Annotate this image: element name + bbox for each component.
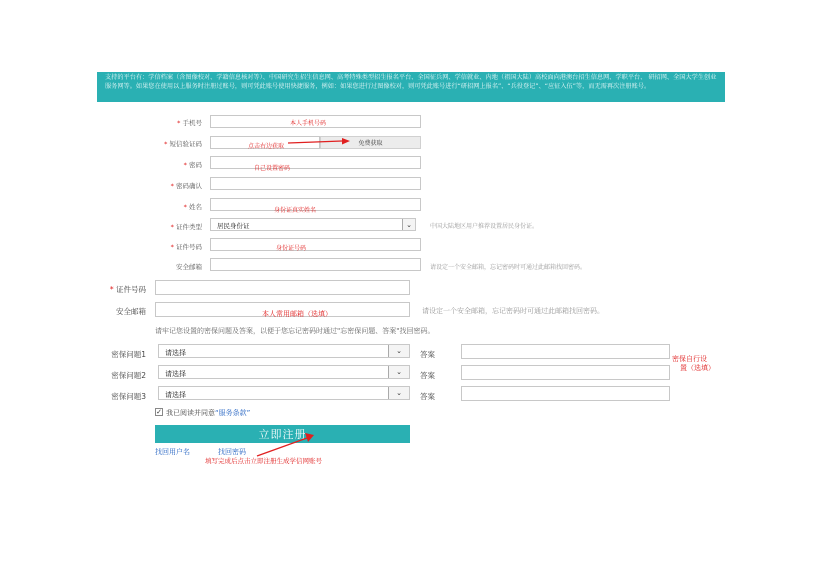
find-username-link[interactable]: 找回用户名 (155, 448, 190, 456)
security-annotation-line1: 密保自行设 (672, 355, 707, 363)
question-1-label: 密保问题1 (111, 350, 146, 359)
agree-text: 我已阅读并同意“服务条款” (166, 409, 251, 417)
id-type-value: 居民身份证 (217, 222, 250, 230)
red-arrow-icon (288, 138, 350, 146)
banner-text: 支持的平台有：学信档案（含图像校对、学籍信息核对等）、中国研究生招生信息网、高考特殊类型招生报名平台、全国征兵网、学信就业、内地（祖国大陆）高校面向港澳台招生信息网、学职平台、 研招网、全国大学生创业服务网等。如果您在使用以上服务时注册过账号，则可凭此账号使用快捷服务，例如：如果您进行过图像校对，则可凭此账号进行“研招网上报名”、“兵役登记”、“应征入伍”等，而无需再次注册账号。 (105, 74, 717, 90)
chevron-down-icon: ⌄ (402, 219, 415, 230)
question-1-select[interactable] (158, 344, 410, 358)
id-number-label-large: * 证件号码 (109, 285, 146, 294)
question-1-value: 请选择 (165, 349, 186, 357)
question-3-value: 请选择 (165, 391, 186, 399)
email-label: 安全邮箱 (176, 263, 202, 271)
chevron-down-icon: ⌄ (388, 366, 409, 378)
answer-1-label: 答案 (420, 350, 435, 359)
password-confirm-input[interactable] (210, 177, 421, 190)
question-2-value: 请选择 (165, 370, 186, 378)
email-input[interactable] (210, 258, 421, 271)
answer-2-label: 答案 (420, 371, 435, 380)
answer-2-input[interactable] (461, 365, 670, 380)
id-number-annotation: 身份证号码 (276, 245, 307, 252)
checkbox-checked-icon[interactable]: ✓ (156, 407, 162, 416)
id-type-select[interactable] (210, 218, 416, 231)
bottom-annotation: 填写完成后点击立即注册生成学信网账号 (205, 457, 322, 465)
id-number-input-large[interactable] (155, 280, 410, 295)
phone-annotation: 本人手机号码 (290, 120, 327, 127)
chevron-down-icon: ⌄ (388, 345, 409, 357)
question-3-label: 密保问题3 (111, 392, 146, 401)
sms-code-annotation: 点击右边获取 (248, 143, 285, 150)
email-label-large: 安全邮箱 (116, 307, 146, 316)
chevron-down-icon: ⌄ (388, 387, 409, 399)
id-number-label: * 证件号码 (170, 243, 202, 251)
password-confirm-label: * 密码确认 (170, 182, 202, 190)
email-hint-large: 请设定一个安全邮箱，忘记密码时可通过此邮箱找回密码。 (422, 307, 604, 315)
password-label: * 密码 (183, 161, 202, 169)
register-button[interactable]: 立即注册 (155, 425, 410, 443)
question-2-label: 密保问题2 (111, 371, 146, 380)
terms-link[interactable]: “服务条款” (215, 409, 251, 417)
question-3-select[interactable] (158, 386, 410, 400)
info-banner (97, 72, 725, 102)
id-type-label: * 证件类型 (170, 223, 202, 231)
red-arrow-icon (255, 432, 315, 458)
id-number-input[interactable] (210, 238, 421, 251)
name-label: * 姓名 (183, 203, 202, 211)
find-password-link[interactable]: 找回密码 (218, 448, 246, 456)
answer-3-input[interactable] (461, 386, 670, 401)
get-code-button[interactable]: 免费获取 (320, 136, 421, 149)
question-2-select[interactable] (158, 365, 410, 379)
password-annotation: 自己设置密码 (254, 165, 291, 172)
answer-1-input[interactable] (461, 344, 670, 359)
password-input[interactable] (210, 156, 421, 169)
answer-3-label: 答案 (420, 392, 435, 401)
email-hint: 请设定一个安全邮箱，忘记密码时可通过此邮箱找回密码。 (430, 264, 587, 271)
security-note: 请牢记您设置的密保问题及答案，以便于您忘记密码时通过"忘密保问题、答案"找回密码。 (155, 327, 435, 335)
email-annotation: 本人常用邮箱（选填） (262, 310, 332, 318)
security-annotation-line2: 置（选填） (680, 364, 715, 372)
name-annotation: 身份证真实姓名 (274, 207, 317, 214)
phone-label: * 手机号 (177, 119, 202, 127)
id-type-hint: 中国大陆地区用户推荐设置居民身份证。 (430, 223, 539, 230)
sms-code-label: * 短信验证码 (164, 140, 202, 148)
